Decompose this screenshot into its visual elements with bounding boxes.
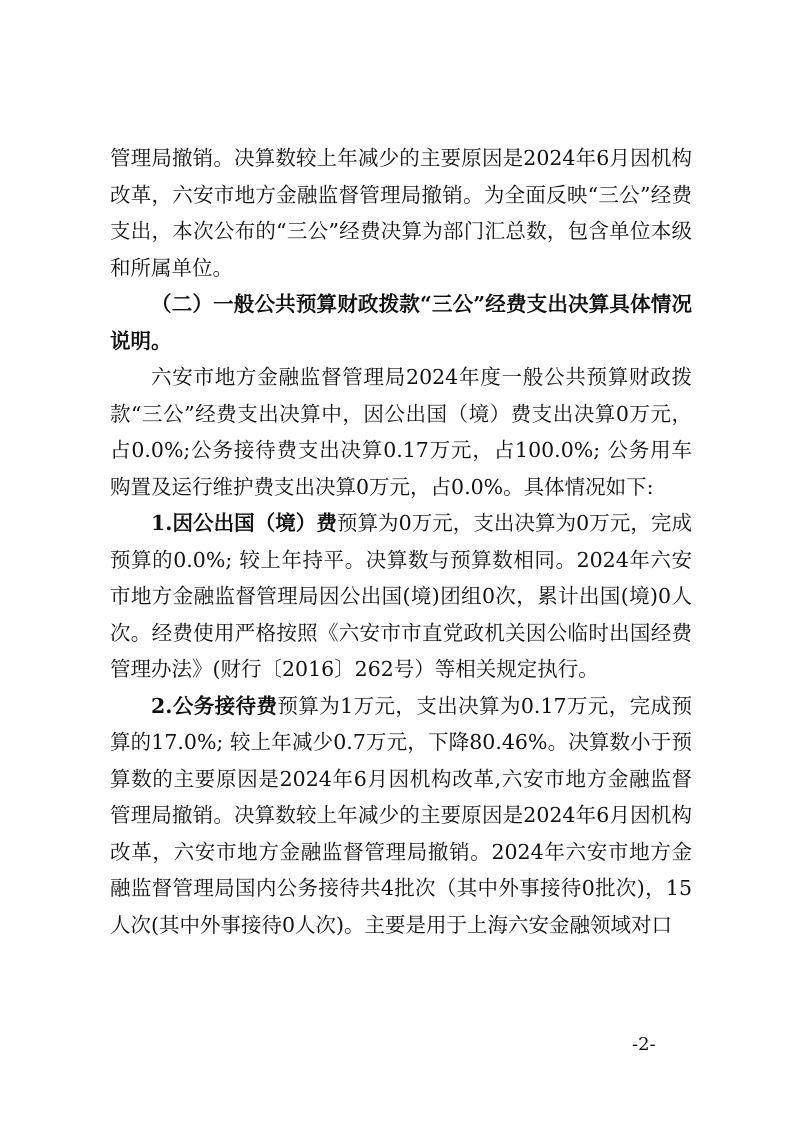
- item-travel-abroad-text: 预算为0万元，支出决算为0万元，完成预算的0.0%; 较上年持平。决算数与预算数相同。2024年六安市地方金融监督管理局因公出国(境)团组0次，累计出国(境)0人次。经费使用严格按照《六安市市直党政机关因公临时出国经费管理办法》(财行〔2016〕262号）等相关规定执行。: [110, 511, 692, 681]
- item-travel-abroad-label: 1.因公出国（境）费: [151, 511, 337, 535]
- page-number: -2-: [632, 1034, 656, 1055]
- item-travel-abroad: [110, 505, 692, 688]
- section-heading: （二）一般公共预算财政拨款“三公”经费支出决算具体情况说明。: [110, 292, 692, 353]
- item-reception-text: 预算为1万元，支出决算为0.17万元，完成预算的17.0%; 较上年减少0.7万元，下降80.46%。决算数小于预算数的主要原因是2024年6月因机构改革,六安市地方金融监督管理局撤销。决算数较上年减少的主要原因是2024年6月因机构改革，六安市地方金融监督管理局撤销。2024年六安市地方金融监督管理局国内公务接待共4批次（其中外事接待0批次)，15人次(其中外事接待0人次)。主要是用于上海六安金融领域对口: [110, 693, 693, 937]
- item-reception-label: 2.公务接待费: [151, 693, 278, 718]
- paragraph-continuation: 管理局撤销。决算数较上年减少的主要原因是2024年6月因机构改革，六安市地方金融监督管理局撤销。为全面反映“三公”经费支出，本次公布的“三公”经费决算为部门汇总数，包含单位本级和所属单位。: [110, 146, 692, 280]
- paragraph-summary: 六安市地方金融监督管理局2024年度一般公共预算财政拨款“三公”经费支出决算中，因公出国（境）费支出决算0万元，占0.0%;公务接待费支出决算0.17万元，占100.0%; 公务用车购置及运行维护费支出决算0万元，占0.0%。具体情况如下:: [110, 365, 692, 499]
- item-reception: [110, 688, 692, 944]
- document-body: [110, 140, 692, 943]
